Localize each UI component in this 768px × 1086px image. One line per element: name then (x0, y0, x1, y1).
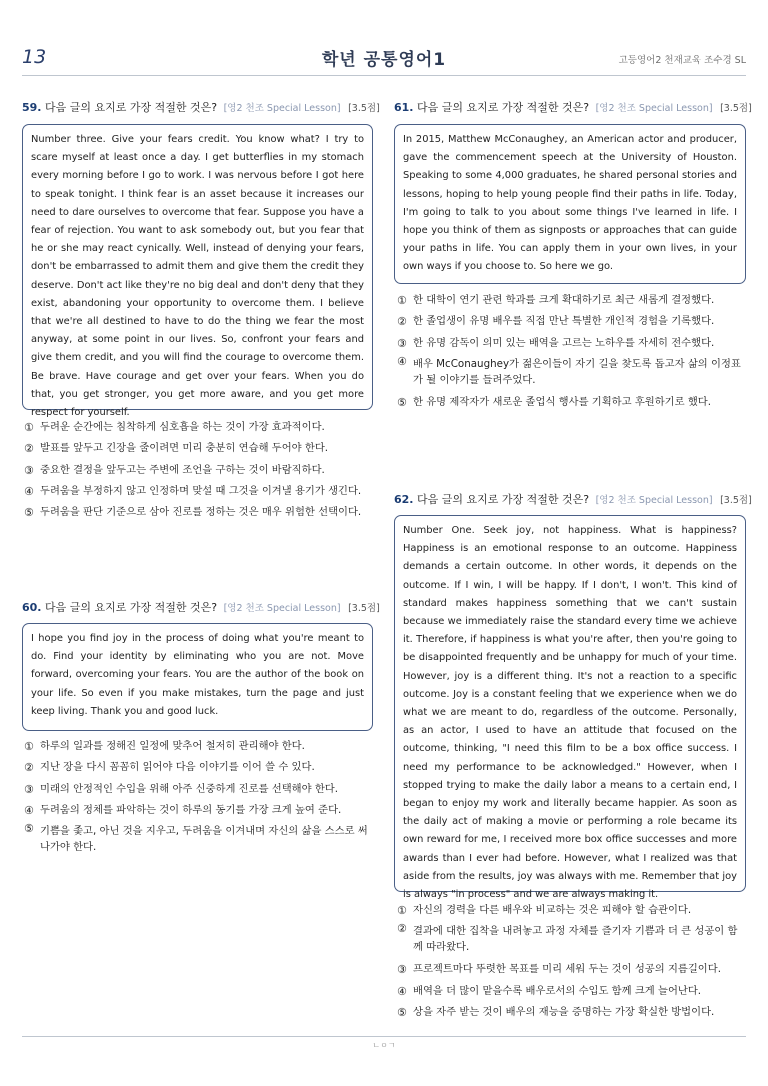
choice-mark: ② (24, 442, 34, 456)
choice-item[interactable] (397, 900, 746, 921)
choice-text: 한 유명 감독이 의미 있는 배역을 고르는 노하우를 자세히 전수했다. (413, 336, 715, 349)
choice-text: 두려움을 부정하지 않고 인정하며 맞설 때 그것을 이겨낼 용기가 생긴다. (40, 484, 362, 497)
choice-mark: ① (397, 904, 407, 917)
question-points: [3.5점] (720, 103, 752, 114)
choice-item[interactable] (397, 392, 746, 413)
question-62-header (394, 491, 752, 507)
question-prompt: 다음 글의 요지로 가장 적절한 것은? (45, 601, 218, 614)
choice-mark: ⑤ (24, 822, 34, 836)
choice-text: 두려움을 판단 기준으로 삼아 진로를 정하는 것은 매우 위험한 선택이다. (40, 506, 362, 519)
choice-mark: ④ (24, 484, 34, 498)
question-61-passage: In 2015, Matthew McConaughey, an American actor and producer, gave the commencement speech at the University of Houston. Speaking to some 4,000 graduates, he shared personal stories and lessons, hoping to help young people find their paths in life. Today, I'm going to talk to you about some things I've learned in life. I hope you think of them as signposts or approaches that can guide your paths in life. You can apply them in your own lives, in your own ways if you choose to. So here we go. (394, 124, 746, 284)
question-prompt: 다음 글의 요지로 가장 적절한 것은? (45, 101, 218, 114)
choice-item[interactable] (24, 821, 374, 859)
question-number: 59. (22, 101, 42, 114)
page-title: 학년 공통영어1 (321, 50, 447, 70)
choice-text: 두려움의 정체를 파악하는 것이 하루의 동기를 가장 크게 높여 준다. (40, 803, 342, 816)
question-tag: [영2 천조 Special Lesson] (223, 103, 341, 114)
choice-mark: ⑤ (397, 1005, 407, 1019)
choice-text: 두려운 순간에는 침착하게 심호흡을 하는 것이 가장 효과적이다. (40, 421, 325, 433)
choice-item[interactable] (24, 438, 374, 459)
choice-item[interactable] (397, 333, 746, 354)
question-62-choices (397, 900, 746, 1023)
choice-mark: ① (24, 740, 34, 753)
choice-mark: ③ (24, 463, 34, 477)
question-60-header (22, 599, 380, 615)
choice-item[interactable] (397, 1002, 746, 1023)
question-60-choices (24, 736, 374, 859)
choice-text: 중요한 결정을 앞두고는 주변에 조언을 구하는 것이 바람직하다. (40, 463, 325, 476)
choice-mark: ③ (24, 782, 34, 796)
choice-text: 미래의 안정적인 수입을 위해 아주 신중하게 진로를 선택해야 한다. (40, 782, 339, 795)
page-number: 13 (22, 46, 47, 68)
choice-text: 기쁨을 좇고, 아닌 것을 지우고, 두려움을 이겨내며 자신의 삶을 스스로 써 나가야 한다. (40, 825, 368, 854)
choice-mark: ④ (397, 354, 407, 368)
choice-mark: ③ (397, 336, 407, 350)
choice-text: 자신의 경력을 다른 배우와 비교하는 것은 피해야 할 습관이다. (413, 904, 692, 916)
choice-item[interactable] (397, 959, 746, 980)
choice-text: 배역을 더 많이 맡을수록 배우로서의 수입도 함께 크게 늘어난다. (413, 984, 702, 997)
question-tag: [영2 천조 Special Lesson] (223, 603, 341, 614)
question-61-header (394, 99, 752, 115)
choice-mark: ⑤ (24, 506, 34, 520)
choice-mark: ② (397, 922, 407, 936)
footer-divider (22, 1036, 746, 1037)
choice-text: 발표를 앞두고 긴장을 줄이려면 미리 충분히 연습해 두어야 한다. (40, 442, 329, 455)
choice-item[interactable] (24, 460, 374, 481)
choice-text: 지난 장을 다시 꼼꼼히 읽어야 다음 이야기를 이어 쓸 수 있다. (40, 761, 315, 774)
question-tag: [영2 천조 Special Lesson] (595, 495, 713, 506)
choice-item[interactable] (397, 981, 746, 1002)
choice-mark: ① (24, 421, 34, 434)
choice-text: 배우 McConaughey가 젊은이들이 자기 길을 찾도록 돕고자 삶의 이정표가 될 이야기를 들려주었다. (413, 357, 741, 386)
page-subtitle: 고등영어2 천재교육 조수경 SL (618, 55, 746, 66)
choice-text: 결과에 대한 집착을 내려놓고 과정 자체를 즐기자 기쁨과 더 큰 성공이 함께 따라왔다. (413, 925, 738, 954)
choice-item[interactable] (24, 779, 374, 800)
question-prompt: 다음 글의 요지로 가장 적절한 것은? (417, 493, 590, 506)
question-number: 60. (22, 601, 42, 614)
question-59-choices (24, 417, 374, 523)
choice-item[interactable] (24, 481, 374, 502)
choice-text: 상을 자주 받는 것이 배우의 재능을 증명하는 가장 확실한 방법이다. (413, 1005, 715, 1018)
question-points: [3.5점] (348, 603, 380, 614)
choice-item[interactable] (24, 502, 374, 523)
choice-mark: ① (397, 294, 407, 307)
question-59-passage: Number three. Give your fears credit. You know what? I try to scare myself at least once a day. I get butterflies in my stomach every morning before I go to work. I was nervous before I got here to speak tonight. I think fear is an asset because it increases our need to dare ourselves to overcome that fear. Suppose you have a fear of rejection. You want to ask somebody out, but you fear that he or she may react cynically. Well, instead of denying your fears, don't be embarrassed to admit them and give them the credit they deserve. Don't act like they're no big deal and don't deny that they exist, abandoning your opportunity to overcome them. I believe that we're all destined to have to do the thing we fear the most anyway, at some point in our lives. So, confront your fears and give them credit, and you will find the courage to overcome them. Be brave. Have courage and get over your fears. When you do that, you get stronger, you get more aware, and you get more respect for yourself. (22, 124, 373, 410)
choice-item[interactable] (397, 921, 746, 959)
question-62-passage: Number One. Seek joy, not happiness. What is happiness? Happiness is an emotional response to an outcome. Happiness demands a certain outcome. In other words, it depends on the outcome. If I win, I will be happy. If I don't, I won't. This kind of standard makes happiness something that we can't sustain because we immediately raise the standard every time we achieve it. Therefore, if happiness is what you're after, then you're going to be disappointed frequently and be unhappy for much of your time. However, joy is a different thing. It's not a reaction to a specific outcome. Joy is a constant feeling that we experience when we do what we are meant to do, regardless of the outcome. Personally, as an actor, I used to have an attitude that focused on the outcome, thinking, "I need this film to be a box office success. I need my performance to be acknowledged." However, when I stopped trying to make the daily labor a means to a certain end, I began to enjoy my work and literally became happier. As soon as the daily act of making a movie or performing a role became its own reward for me, I received more box office successes and more awards than I ever had before. However, what I realized was that aside from the results, joy was always with me. Remember that joy is always "in process" and we are always making it. (394, 515, 746, 892)
question-prompt: 다음 글의 요지로 가장 적절한 것은? (417, 101, 590, 114)
choice-text: 프로젝트마다 뚜렷한 목표를 미리 세워 두는 것이 성공의 지름길이다. (413, 963, 721, 976)
question-points: [3.5점] (720, 495, 752, 506)
choice-text: 하루의 일과를 정해진 일정에 맞추어 철저히 관리해야 한다. (40, 740, 305, 752)
choice-mark: ② (397, 315, 407, 329)
choice-item[interactable] (397, 290, 746, 311)
question-points: [3.5점] (348, 103, 380, 114)
choice-item[interactable] (24, 736, 374, 757)
question-61-choices (397, 290, 746, 413)
choice-text: 한 대학이 연기 관련 학과를 크게 확대하기로 최근 새롭게 결정했다. (413, 294, 715, 306)
page-header (22, 40, 746, 76)
question-tag: [영2 천조 Special Lesson] (595, 103, 713, 114)
choice-mark: ④ (24, 803, 34, 817)
choice-item[interactable] (24, 417, 374, 438)
choice-mark: ⑤ (397, 395, 407, 409)
question-number: 61. (394, 101, 414, 114)
footer-mark: ㄴㅇㄱ (372, 1041, 396, 1050)
question-59-header (22, 99, 380, 115)
choice-mark: ④ (397, 984, 407, 998)
choice-item[interactable] (397, 354, 746, 392)
question-number: 62. (394, 493, 414, 506)
choice-item[interactable] (24, 757, 374, 778)
choice-mark: ② (24, 761, 34, 775)
question-60-passage: I hope you find joy in the process of doing what you're meant to do. Find your identity by eliminating who you are not. Move forward, overcoming your fears. You are the author of the book on your life. So even if you make mistakes, turn the page and just keep living. Thank you and good luck. (22, 623, 373, 731)
choice-mark: ③ (397, 963, 407, 977)
choice-text: 한 유명 제작자가 새로운 졸업식 행사를 기획하고 후원하기로 했다. (413, 395, 712, 408)
choice-item[interactable] (24, 800, 374, 821)
choice-text: 한 졸업생이 유명 배우를 직접 만난 특별한 개인적 경험을 기록했다. (413, 315, 715, 328)
choice-item[interactable] (397, 311, 746, 332)
